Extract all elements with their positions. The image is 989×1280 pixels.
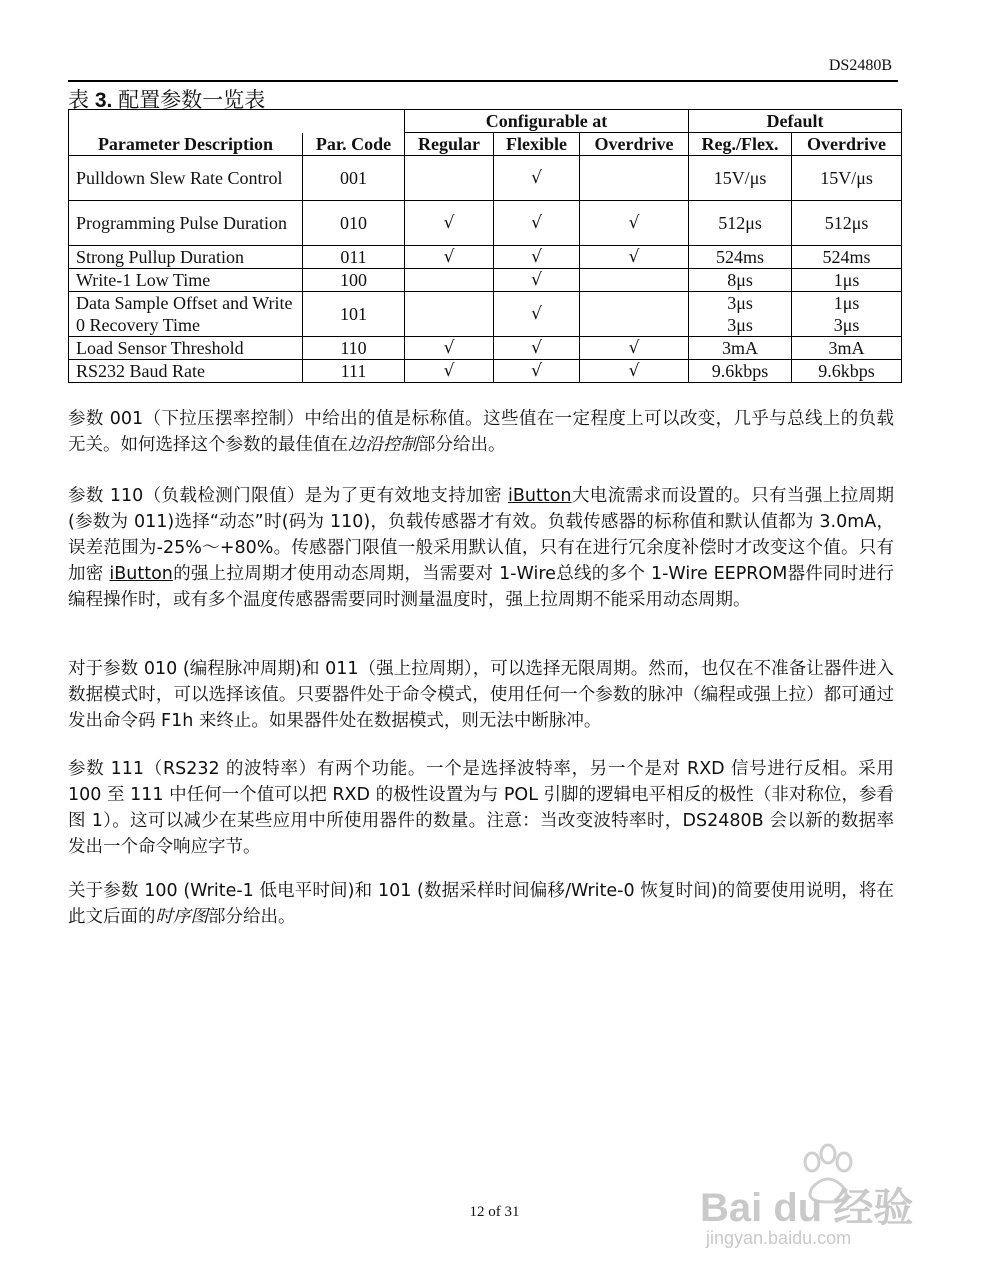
watermark-url: jingyan.baidu.com: [706, 1228, 852, 1248]
row-flexible: √: [494, 269, 580, 292]
paragraph-param-001: 参数 001（下拉压摆率控制）中给出的值是标称值。这些值在一定程度上可以改变，几乎与总线上的负载无关。如何选择这个参数的最佳值在边沿控制部分给出。: [68, 409, 894, 455]
row-code: 100: [303, 269, 405, 292]
page-number: 12 of 31: [469, 1204, 520, 1220]
table-title: 表 3. 配置参数一览表: [68, 89, 266, 112]
watermark-brand: Bai du 经验: [700, 1186, 914, 1230]
row-regular: [405, 269, 494, 292]
row-default-od: 512μs: [792, 201, 902, 246]
row-default-reg: 15V/μs: [689, 156, 792, 201]
watermark: [700, 1140, 940, 1260]
paragraph-param-010-011: 对于参数 010 (编程脉冲周期)和 011（强上拉周期），可以选择无限周期。然而，也仅在不准备让器件进入数据模式时，可以选择该值。只要器件处于命令模式，使用任何一个参数的脉冲（编程或强上拉）都可通过发出命令码 F1h 来终止。如果器件处在数据模式，则无法中断脉冲。: [68, 659, 894, 731]
row-code: 001: [303, 156, 405, 201]
table-row: [69, 201, 902, 246]
row-desc: Pulldown Slew Rate Control: [69, 156, 303, 201]
row-overdrive: [580, 156, 689, 201]
row-default-od: 9.6kbps: [792, 360, 902, 383]
table-row: [69, 156, 902, 201]
row-default-od: 15V/μs: [792, 156, 902, 201]
header-rule: [68, 80, 898, 82]
row-default-od-line2: 3μs: [833, 315, 860, 335]
row-overdrive: √: [580, 360, 689, 383]
paragraph-param-110: 参数 110（负载检测门限值）是为了更有效地支持加密 iButton大电流需求而设置的。只有当强上拉周期(参数为 011)选择“动态”时(码为 110)，负载传感器才有效。负载传感器的标称值和默认值都为 3.0mA，误差范围为-25%～+80%。传感器门限值一般采用默认值，只有在进行冗余度补偿时才改变这个值。只有加密 iButton的强上拉周期才使用动态周期，当需要对 1-Wire总线的多个 1-Wire EEPROM器件同时进行编程操作时，或有多个温度传感器需要同时测量温度时，强上拉周期不能采用动态周期。: [68, 486, 894, 610]
row-regular: [405, 156, 494, 201]
table-header-row-2: [69, 133, 902, 156]
row-regular: √: [405, 337, 494, 360]
row-default-od: 1μs: [792, 269, 902, 292]
row-default-reg: 9.6kbps: [689, 360, 792, 383]
row-flexible: √: [494, 246, 580, 269]
header-par-code: Par. Code: [303, 133, 405, 156]
header-param-desc: Parameter Description: [69, 133, 303, 156]
header-reg-flex: Reg./Flex.: [689, 133, 792, 156]
paragraph-param-100-101: 关于参数 100 (Write-1 低电平时间)和 101 (数据采样时间偏移/Write-0 恢复时间)的简要使用说明，将在此文后面的时序图部分给出。: [68, 881, 894, 927]
row-flexible: √: [494, 292, 580, 337]
link-timing-diagram: 时序图: [155, 907, 208, 927]
row-code: 010: [303, 201, 405, 246]
row-regular: √: [405, 246, 494, 269]
row-flexible: √: [494, 337, 580, 360]
table-header-row-1: [69, 110, 902, 133]
row-desc: RS232 Baud Rate: [69, 360, 303, 383]
row-default-reg-line1: 3μs: [727, 293, 753, 313]
header-overdrive: Overdrive: [580, 133, 689, 156]
row-desc: Data Sample Offset and Write 0 Recovery Time: [69, 292, 303, 337]
row-default-reg-line2: 3μs: [727, 315, 753, 335]
row-regular: [405, 292, 494, 337]
paragraph-param-111: 参数 111（RS232 的波特率）有两个功能。一个是选择波特率，另一个是对 RXD 信号进行反相。采用 100 至 111 中任何一个值可以把 RXD 的极性设置为与 POL 引脚的逻辑电平相反的极性（非对称位，参看图 1）。这可以减少在某些应用中所使用器件的数量。注意：当改变波特率时，DS2480B 会以新的数据率发出一个命令响应字节。: [68, 759, 894, 857]
row-default-reg: 524ms: [689, 246, 792, 269]
row-code: 011: [303, 246, 405, 269]
link-edge-control: 边沿控制: [348, 435, 418, 455]
row-default-od: 524ms: [792, 246, 902, 269]
row-overdrive: √: [580, 201, 689, 246]
table-row: [69, 337, 902, 360]
row-flexible: √: [494, 156, 580, 201]
row-default-reg: [689, 292, 792, 337]
row-overdrive: [580, 269, 689, 292]
row-default-od: [792, 292, 902, 337]
row-overdrive: √: [580, 337, 689, 360]
row-code: 111: [303, 360, 405, 383]
parameter-table: [68, 109, 902, 383]
row-default-od: 3mA: [792, 337, 902, 360]
row-code: 101: [303, 292, 405, 337]
row-default-reg: 8μs: [689, 269, 792, 292]
row-flexible: √: [494, 360, 580, 383]
row-desc: Load Sensor Threshold: [69, 337, 303, 360]
document-id: DS2480B: [828, 57, 892, 74]
row-desc: Write-1 Low Time: [69, 269, 303, 292]
row-overdrive: √: [580, 246, 689, 269]
row-default-od-line1: 1μs: [833, 293, 860, 313]
header-spacer: [303, 110, 405, 133]
header-overdrive-default: Overdrive: [792, 133, 902, 156]
header-spacer: [69, 110, 303, 133]
row-desc: Programming Pulse Duration: [69, 201, 303, 246]
row-desc: Strong Pullup Duration: [69, 246, 303, 269]
header-default: Default: [689, 110, 902, 133]
header-flexible: Flexible: [494, 133, 580, 156]
row-default-reg: 512μs: [689, 201, 792, 246]
header-regular: Regular: [405, 133, 494, 156]
row-flexible: √: [494, 201, 580, 246]
table-row: [69, 360, 902, 383]
table-row: [69, 269, 902, 292]
row-default-reg: 3mA: [689, 337, 792, 360]
row-regular: √: [405, 360, 494, 383]
row-code: 110: [303, 337, 405, 360]
header-configurable-at: Configurable at: [405, 110, 689, 133]
table-row: [69, 292, 902, 337]
row-overdrive: [580, 292, 689, 337]
row-regular: √: [405, 201, 494, 246]
table-row: [69, 246, 902, 269]
